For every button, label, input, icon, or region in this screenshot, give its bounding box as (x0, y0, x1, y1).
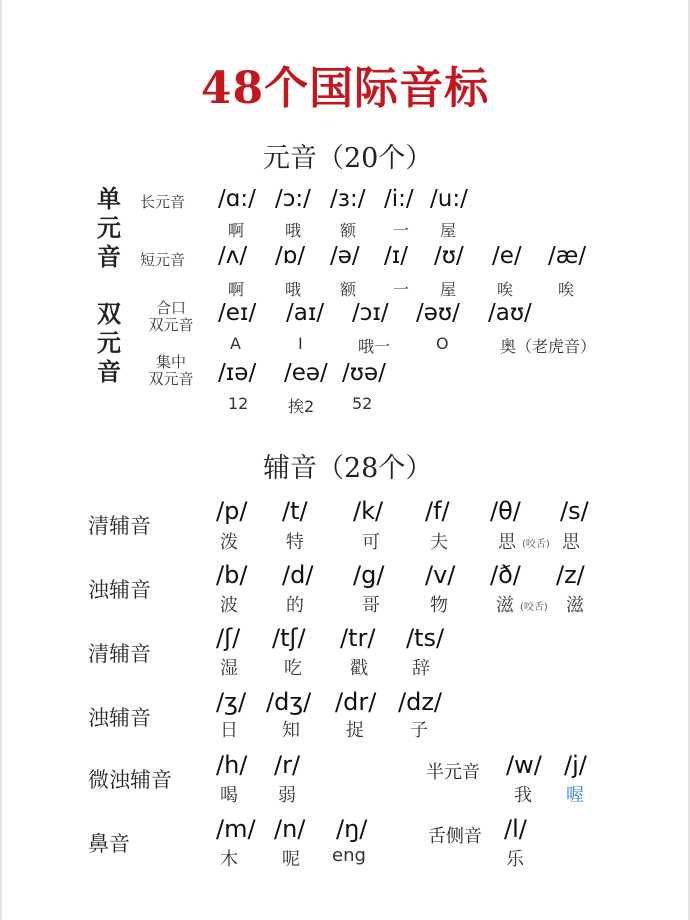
vowel-symbol: /u:/ (430, 186, 468, 212)
centering-label-line: 集中 (155, 353, 186, 371)
consonant-hint: 戳 (350, 658, 368, 679)
consonant-hint: 乐 (506, 849, 524, 870)
consonant-symbol: /b/ (216, 561, 248, 589)
bite-tongue-note: (咬舌) (520, 602, 548, 613)
centering-diphthong-label (140, 354, 202, 388)
consonant-symbol: /n/ (274, 815, 306, 843)
consonant-hint: 弱 (278, 785, 296, 806)
vowel-hint: 唉 (558, 280, 575, 299)
consonant-hint: 哥 (362, 595, 380, 616)
consonant-row-label: 鼻音 (88, 832, 130, 856)
consonant-hint: 滋 (566, 595, 584, 616)
vowel-symbol: /eə/ (284, 360, 328, 386)
consonant-hint: 泼 (220, 532, 238, 553)
lateral-label: 舌侧音 (428, 826, 482, 847)
vowel-symbol: /ʊ/ (434, 243, 464, 269)
vowel-hint: 啊 (228, 280, 245, 299)
consonant-hint: 波 (220, 595, 238, 616)
consonant-hint: eng (332, 845, 366, 866)
consonant-symbol: /g/ (353, 561, 385, 589)
consonant-symbol: /r/ (274, 751, 301, 779)
consonant-symbol: /tʃ/ (272, 624, 306, 652)
consonant-hint: 子 (410, 720, 428, 741)
consonant-hint: 日 (220, 720, 238, 741)
vowel-hint: 奥（老虎音） (500, 337, 597, 356)
vowel-symbol: /ɔ:/ (275, 186, 311, 212)
vowel-hint: 屋 (440, 221, 457, 240)
left-edge-line (0, 0, 2, 920)
vowel-symbol: /ʌ/ (218, 243, 248, 269)
vowel-symbol: /eɪ/ (218, 300, 257, 326)
consonant-symbol: /f/ (425, 497, 450, 525)
consonant-symbol: /ŋ/ (336, 815, 368, 843)
vowel-hint: 屋 (440, 280, 457, 299)
consonant-hint: 知 (282, 720, 300, 741)
diphthong-category-label (94, 299, 124, 386)
closing-label-line: 合口 (155, 299, 186, 317)
consonant-row-label: 浊辅音 (88, 578, 151, 602)
consonant-hint: 湿 (220, 658, 238, 679)
consonant-symbol: /m/ (216, 815, 256, 843)
consonant-symbol: /l/ (504, 815, 527, 843)
vowel-hint: 额 (340, 221, 357, 240)
consonant-hint: 木 (220, 849, 238, 870)
page-title: 48个国际音标 (200, 63, 490, 114)
consonant-symbol: /tr/ (340, 624, 376, 652)
vowel-symbol: /ɪə/ (218, 360, 257, 386)
consonant-symbol: /z/ (556, 561, 585, 589)
consonants-heading: 辅音（28个） (263, 453, 433, 484)
consonant-row-label: 微浊辅音 (88, 768, 172, 792)
vowel-symbol: /ɑ:/ (218, 186, 256, 212)
centering-label-line: 双元音 (148, 370, 194, 388)
consonant-hint: 喔 (566, 785, 584, 806)
vowel-hint: 12 (228, 394, 249, 413)
consonant-symbol: /ʃ/ (216, 624, 241, 652)
vowel-hint: 哦 (285, 221, 302, 240)
monophthong-char: 单 (97, 184, 121, 213)
consonant-symbol: /ts/ (406, 624, 445, 652)
monophthong-char: 音 (97, 242, 121, 271)
consonant-symbol: /p/ (216, 497, 248, 525)
consonant-row-label: 浊辅音 (88, 706, 151, 730)
consonant-hint: 思 (498, 532, 516, 553)
vowel-hint: 52 (352, 394, 373, 413)
consonant-hint: 物 (430, 595, 448, 616)
consonant-symbol: /ʒ/ (216, 688, 247, 716)
consonant-hint: 思 (562, 532, 580, 553)
consonant-symbol: /w/ (506, 751, 542, 779)
consonant-symbol: /d/ (282, 561, 314, 589)
consonant-symbol: /dz/ (398, 688, 443, 716)
vowel-symbol: /æ/ (548, 243, 587, 269)
vowel-symbol: /aʊ/ (488, 300, 532, 326)
consonant-symbol: /θ/ (490, 497, 521, 525)
vowel-hint: O (436, 334, 449, 353)
diphthong-char: 元 (97, 328, 121, 357)
vowel-symbol: /ɒ/ (275, 243, 306, 269)
vowel-hint: 唉 (497, 280, 514, 299)
consonant-symbol: /t/ (282, 497, 308, 525)
consonant-hint: 喝 (220, 785, 238, 806)
consonant-symbol: /h/ (216, 751, 248, 779)
consonant-hint: 捉 (346, 720, 364, 741)
monophthong-char: 元 (97, 213, 121, 242)
consonant-symbol: /ð/ (490, 561, 521, 589)
consonant-hint: 夫 (430, 532, 448, 553)
vowel-hint: I (298, 334, 303, 353)
vowel-symbol: /ɜ:/ (330, 186, 366, 212)
consonant-symbol: /v/ (425, 561, 456, 589)
consonant-symbol: /j/ (564, 751, 587, 779)
closing-label-line: 双元音 (148, 316, 194, 334)
consonant-hint: 特 (286, 532, 304, 553)
consonant-hint: 的 (286, 595, 304, 616)
consonant-hint: 辞 (412, 658, 430, 679)
consonant-symbol: /dr/ (335, 688, 377, 716)
consonant-row-label: 清辅音 (88, 514, 151, 538)
consonant-symbol: /dʒ/ (266, 688, 312, 716)
consonant-symbol: /s/ (560, 497, 589, 525)
closing-diphthong-label (140, 300, 202, 334)
long-vowel-label: 长元音 (140, 193, 186, 211)
vowel-symbol: /aɪ/ (286, 300, 325, 326)
semivowel-label: 半元音 (426, 762, 480, 783)
short-vowel-label: 短元音 (140, 251, 186, 269)
vowel-symbol: /ə/ (330, 243, 360, 269)
vowels-heading: 元音（20个） (263, 143, 433, 174)
consonant-symbol: /k/ (353, 497, 384, 525)
vowel-symbol: /i:/ (384, 186, 414, 212)
vowel-symbol: /ɪ/ (384, 243, 409, 269)
vowel-symbol: /ɔɪ/ (352, 300, 389, 326)
consonant-hint: 吃 (284, 658, 302, 679)
consonant-hint: 我 (514, 785, 532, 806)
vowel-symbol: /e/ (492, 243, 522, 269)
consonant-hint: 滋 (496, 595, 514, 616)
vowel-hint: 哦 (285, 280, 302, 299)
bite-tongue-note: (咬舌) (522, 539, 550, 550)
vowel-hint: 挨2 (288, 397, 315, 416)
vowel-hint: 额 (340, 280, 357, 299)
vowel-hint: 一 (393, 221, 410, 240)
consonant-hint: 呢 (282, 849, 300, 870)
diphthong-char: 双 (97, 299, 121, 328)
vowel-symbol: /ʊə/ (342, 360, 386, 386)
vowel-hint: 一 (393, 280, 410, 299)
monophthong-category-label (94, 184, 124, 271)
vowel-symbol: /əʊ/ (416, 300, 460, 326)
diphthong-char: 音 (97, 357, 121, 386)
vowel-hint: 哦一 (358, 337, 391, 356)
vowel-hint: 啊 (228, 221, 245, 240)
consonant-row-label: 清辅音 (88, 642, 151, 666)
vowel-hint: A (230, 334, 241, 353)
consonant-hint: 可 (362, 532, 380, 553)
